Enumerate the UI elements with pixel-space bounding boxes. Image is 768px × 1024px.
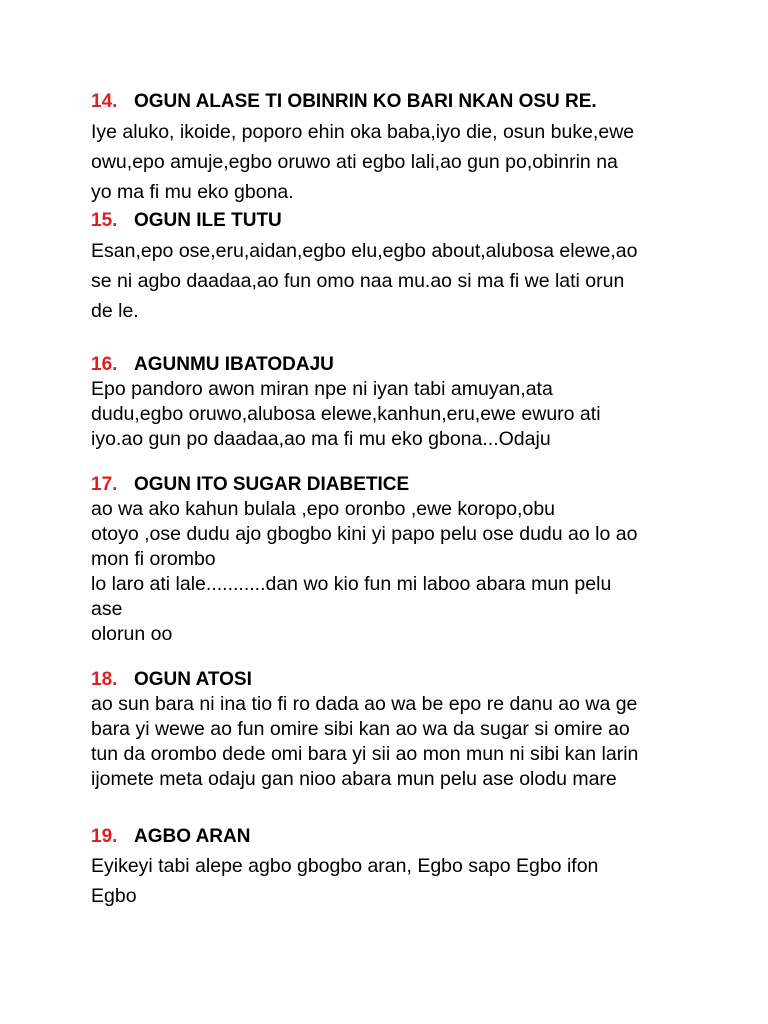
section-body	[91, 851, 691, 911]
body-line: se ni agbo daadaa,ao fun omo naa mu.ao si ma fi we lati orun	[91, 270, 625, 292]
section-heading	[91, 669, 252, 691]
section-title: OGUN ITO SUGAR DIABETICE	[134, 474, 410, 495]
body-line: owu,epo amuje,egbo oruwo ati egbo lali,ao gun po,obinrin na	[91, 151, 618, 173]
body-line: otoyo ,ose dudu ajo gbogbo kini yi papo pelu ose dudu ao lo ao	[91, 523, 638, 545]
section-body	[91, 236, 691, 326]
body-line: Esan,epo ose,eru,aidan,egbo elu,egbo about,alubosa elewe,ao	[91, 240, 638, 262]
body-line: ase	[91, 598, 123, 620]
section-heading	[91, 91, 597, 113]
body-line: Epo pandoro awon miran npe ni iyan tabi amuyan,ata	[91, 378, 553, 400]
body-line: Egbo	[91, 885, 137, 907]
body-line: ao sun bara ni ina tio fi ro dada ao wa be epo re danu ao wa ge	[91, 693, 638, 715]
body-line: iyo.ao gun po daadaa,ao ma fi mu eko gbona...Odaju	[91, 428, 551, 450]
section-heading	[91, 474, 409, 496]
section-title: AGBO ARAN	[134, 826, 251, 847]
section-number: 14.	[91, 91, 118, 112]
body-line: ao wa ako kahun bulala ,epo oronbo ,ewe koropo,obu	[91, 498, 556, 520]
section-heading	[91, 210, 282, 232]
section-title: OGUN ATOSI	[134, 669, 252, 690]
section-heading	[91, 826, 250, 848]
body-line: lo laro ati lale...........dan wo kio fun mi laboo abara mun pelu	[91, 573, 612, 595]
section-number: 15.	[91, 210, 118, 231]
section-number: 18.	[91, 669, 118, 690]
body-line: ijomete meta odaju gan nioo abara mun pelu ase olodu mare	[91, 768, 617, 790]
section-number: 16.	[91, 354, 118, 375]
section-body	[91, 497, 691, 647]
section-body	[91, 692, 691, 792]
body-line: dudu,egbo oruwo,alubosa elewe,kanhun,eru,ewe ewuro ati	[91, 403, 601, 425]
section-heading	[91, 354, 334, 376]
body-line: olorun oo	[91, 623, 173, 645]
body-line: yo ma fi mu eko gbona.	[91, 181, 294, 203]
section-number: 19.	[91, 826, 118, 847]
section-body	[91, 377, 691, 452]
section-title: OGUN ALASE TI OBINRIN KO BARI NKAN OSU RE.	[134, 91, 597, 112]
body-line: Eyikeyi tabi alepe agbo gbogbo aran, Egbo sapo Egbo ifon	[91, 855, 599, 877]
body-line: bara yi wewe ao fun omire sibi kan ao wa da sugar si omire ao	[91, 718, 630, 740]
body-line: mon fi orombo	[91, 548, 216, 570]
section-body	[91, 117, 691, 207]
body-line: Iye aluko, ikoide, poporo ehin oka baba,iyo die, osun buke,ewe	[91, 121, 635, 143]
section-title: AGUNMU IBATODAJU	[134, 354, 334, 375]
section-number: 17.	[91, 474, 118, 495]
body-line: de le.	[91, 300, 139, 322]
body-line: tun da orombo dede omi bara yi sii ao mon mun ni sibi kan larin	[91, 743, 639, 765]
section-title: OGUN ILE TUTU	[134, 210, 282, 231]
